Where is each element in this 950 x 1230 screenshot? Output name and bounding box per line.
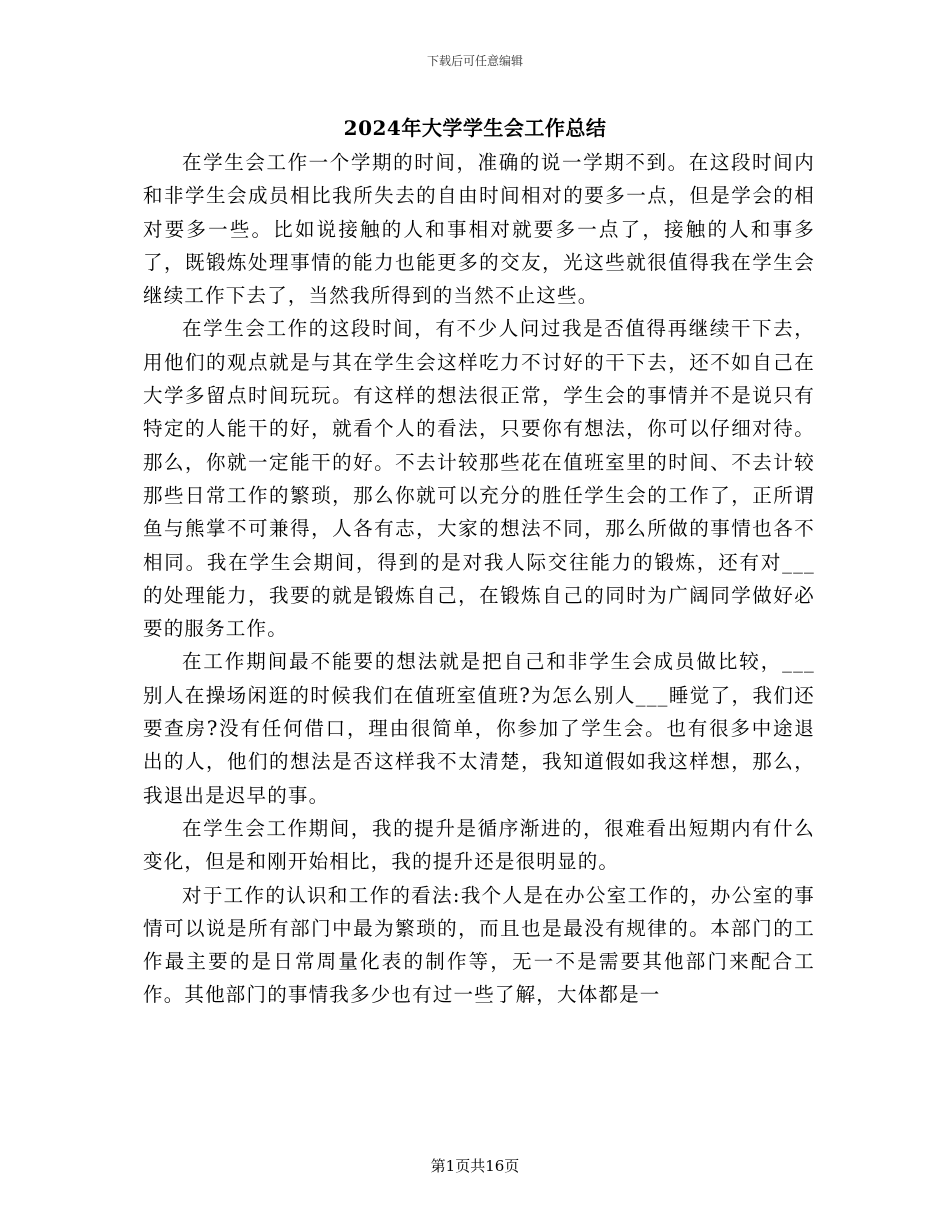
paragraph: 在学生会工作一个学期的时间，准确的说一学期不到。在这段时间内和非学生会成员相比我所失去的自由时间相对的要多一点，但是学会的相对要多一些。比如说接触的人和事相对就要多一点了，接触的人和事多了，既锻炼处理事情的能力也能更多的交友，光这些就很值得我在学生会继续工作下去了，当然我所得到的当然不止这些。 (143, 151, 815, 308)
document-body (143, 146, 815, 1012)
paragraph: 在学生会工作的这段时间，有不少人问过我是否值得再继续干下去，用他们的观点就是与其在学生会这样吃力不讨好的干下去，还不如自己在大学多留点时间玩玩。有这样的想法很正常，学生会的事情并不是说只有特定的人能干的好，就看个人的看法，只要你有想法，你可以仔细对待。那么，你就一定能干的好。不去计较那些花在值班室里的时间、不去计较那些日常工作的繁琐，那么你就可以充分的胜任学生会的工作了，正所谓鱼与熊掌不可兼得，人各有志，大家的想法不同，那么所做的事情也各不相同。我在学生会期间，得到的是对我人际交往能力的锻炼，还有对___的处理能力，我要的就是锻炼自己，在锻炼自己的同时为广阔同学做好必要的服务工作。 (143, 317, 815, 641)
page-indicator: 第1页共16页 (430, 1157, 520, 1175)
header-note: 下载后可任意编辑 (426, 54, 523, 68)
paragraph: 在工作期间最不能要的想法就是把自己和非学生会成员做比较，___别人在操场闲逛的时候我们在值班室值班?为怎么别人___睡觉了，我们还要查房?没有任何借口，理由很简单，你参加了学生会。也有很多中途退出的人，他们的想法是否这样我不太清楚，我知道假如我这样想，那么，我退出是迟早的事。 (143, 650, 815, 807)
document-title: 2024年大学学生会工作总结 (343, 116, 607, 140)
paragraph: 对于工作的认识和工作的看法:我个人是在办公室工作的，办公室的事情可以说是所有部门中最为繁琐的，而且也是最没有规律的。本部门的工作最主要的是日常周量化表的制作等，无一不是需要其他部门来配合工作。其他部门的事情我多少也有过一些了解，大体都是一 (143, 883, 815, 1007)
paragraph: 在学生会工作期间，我的提升是循序渐进的，很难看出短期内有什么变化，但是和刚开始相比，我的提升还是很明显的。 (143, 816, 815, 874)
